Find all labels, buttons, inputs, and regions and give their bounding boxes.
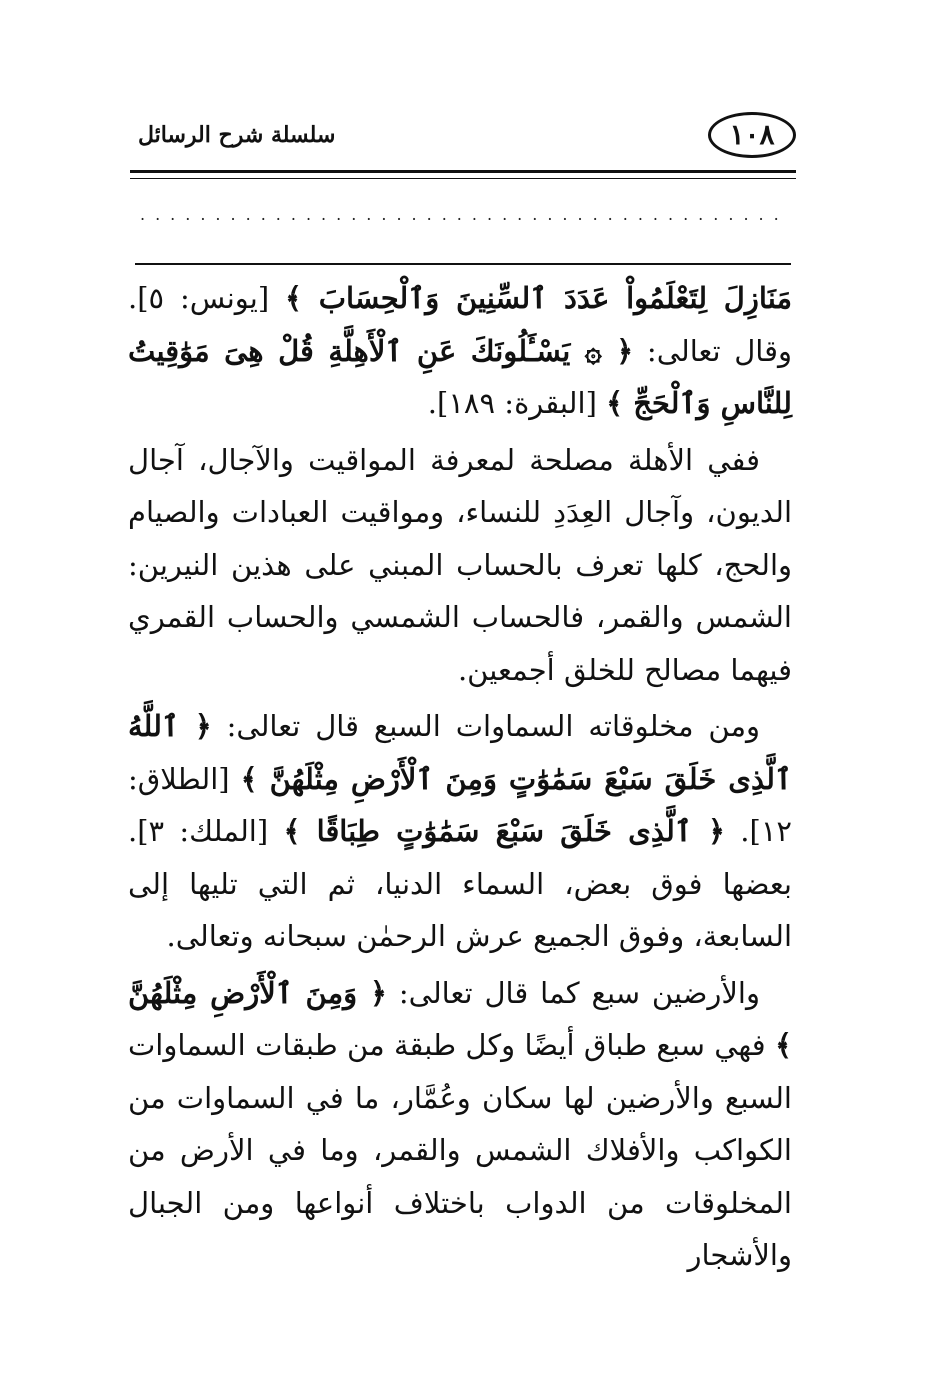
paragraph-text: ومن مخلوقاته السماوات السبع قال تعالى: [211, 709, 760, 743]
header-rule-thick [130, 170, 796, 173]
quran-verse: مَنَازِلَ لِتَعْلَمُواْ عَدَدَ ٱلسِّنِينَ وَٱلْحِسَابَ ﴾ [284, 281, 792, 315]
page-number: ١٠٨ [708, 112, 796, 158]
separator-dots: ........................................... [140, 205, 789, 224]
quran-verse: ﴿ وَمِنَ ٱلْأَرْضِ مِثْلَهُنَّ ﴾ [128, 975, 792, 1062]
paragraph-text: فهي سبع طباق أيضًا وكل طبقة من طبقات السماوات السبع والأرضين لها سكان وعُمَّار، ما في السماوات من الكواكب والأفلاك الشمس والقمر، وما في الأرض من المخلوقات من الدواب باختلاف أنواعها ومن الجبال والأشجار [128, 1028, 792, 1272]
paragraph-1 [128, 272, 792, 430]
text-top-rule [135, 263, 791, 265]
page-header [130, 112, 796, 172]
quran-verse: ﴿ ۞ يَسْـَٔلُونَكَ عَنِ ٱلْأَهِلَّةِ قُلْ هِىَ مَوَٰقِيتُ لِلنَّاسِ وَٱلْحَجِّ ﴾ [128, 333, 792, 420]
paragraph-2 [128, 434, 792, 697]
paragraph-text: ففي الأهلة مصلحة لمعرفة المواقيت والآجال، آجال الديون، وآجال العِدَدِ للنساء، ومواقيت العبادات والصيام والحج، كلها تعرف بالحساب المبني على هذين النيرين: الشمس والقمر، فالحساب الشمسي والحساب القمري فيهما مصالح للخلق أجمعين. [128, 442, 792, 687]
paragraph-text: [يونس: ٥]. وقال تعالى: [128, 281, 792, 368]
quran-verse: ﴿ ٱللَّهُ ٱلَّذِى خَلَقَ سَبْعَ سَمَٰوَٰتٍ وَمِنَ ٱلْأَرْضِ مِثْلَهُنَّ ﴾ [128, 709, 793, 796]
header-rule-thin [130, 178, 796, 179]
paragraph-text: [الطلاق: ١٢]. [128, 761, 792, 848]
paragraph-text: والأرضين سبع كما قال تعالى: [386, 975, 760, 1010]
paragraph-text: [البقرة: ١٨٩]. [427, 386, 607, 420]
paragraph-3 [128, 700, 792, 963]
paragraph-text: [الملك: ٣]. بعضها فوق بعض، السماء الدنيا، ثم التي تليها إلى السابعة، وفوق الجميع عرش الرحمٰن سبحانه وتعالى. [128, 814, 792, 953]
series-title: سلسلة شرح الرسائل [138, 122, 336, 148]
quran-verse: ﴿ ٱلَّذِى خَلَقَ سَبْعَ سَمَٰوَٰتٍ طِبَاقًا ﴾ [283, 814, 726, 848]
paragraph-4 [128, 967, 792, 1282]
body-text [128, 272, 792, 1286]
